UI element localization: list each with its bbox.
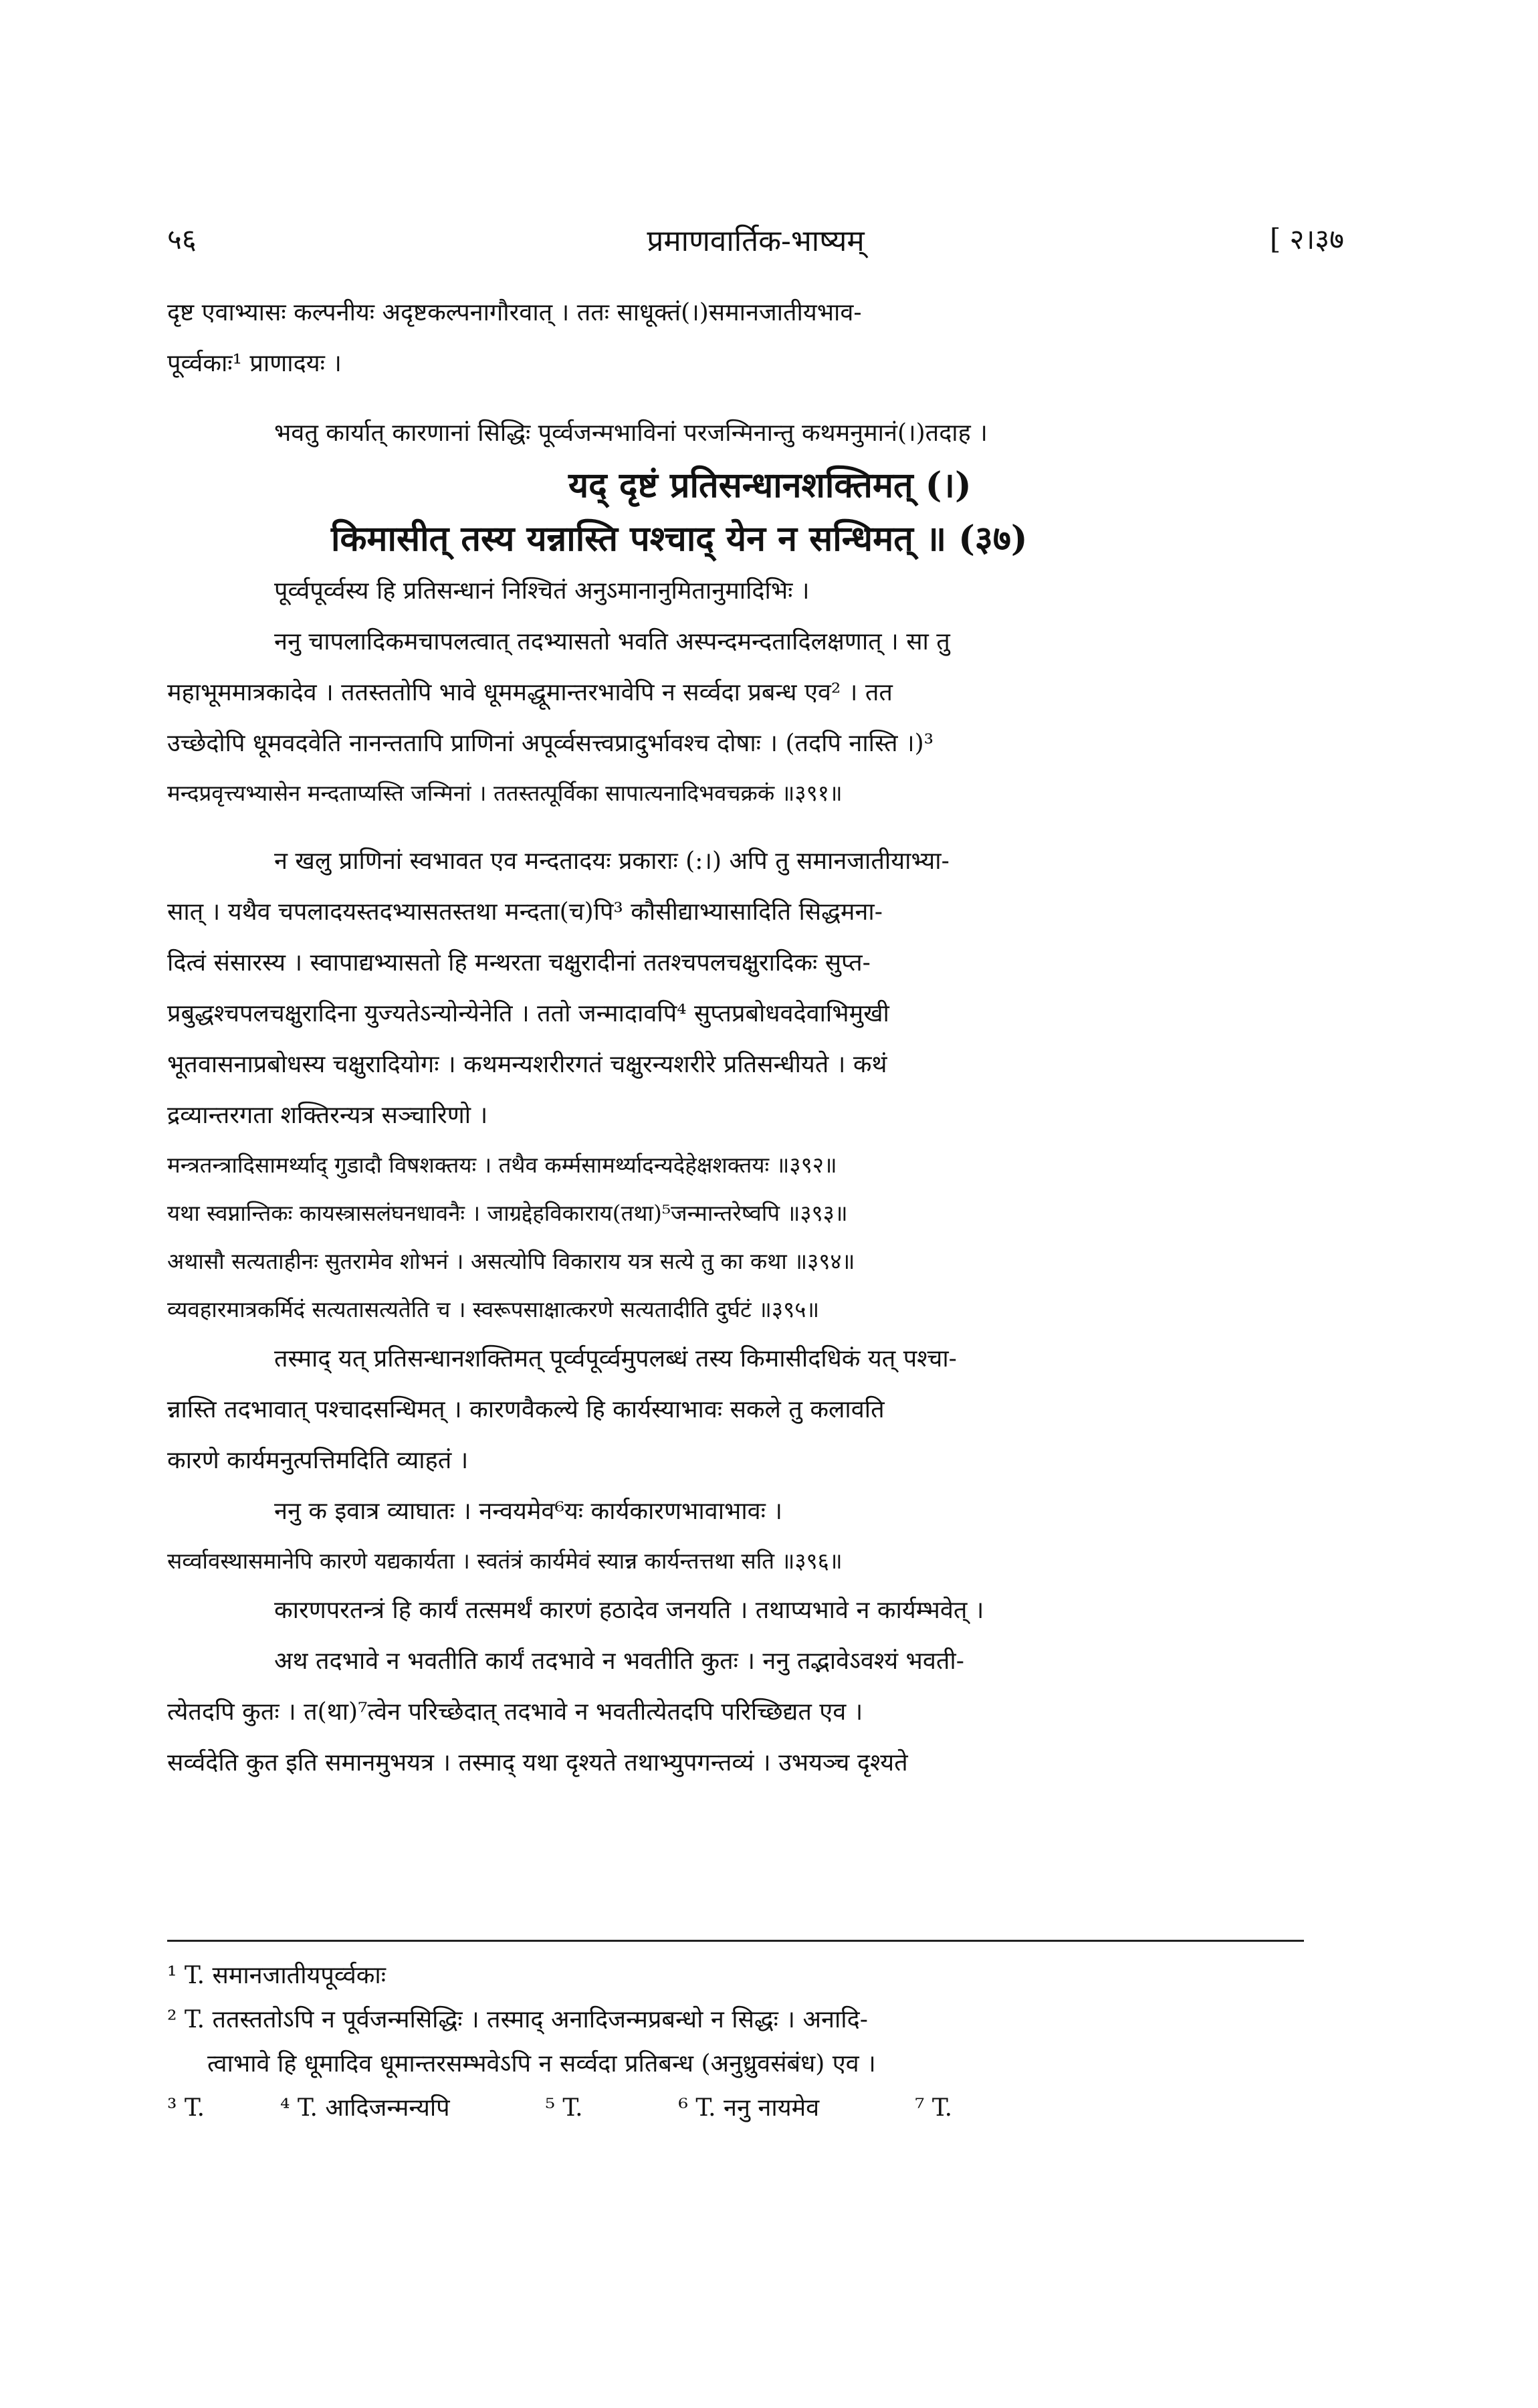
text-line: तस्माद् यत् प्रतिसन्धानशक्तिमत् पूर्व्वपूर्व्वमुपलब्धं तस्य किमासीदधिकं यत् पश्चा- bbox=[274, 1345, 957, 1373]
text-line: भवतु कार्यात् कारणानां सिद्धिः पूर्व्वजन्मभाविनां परजन्मिनान्तु कथमनुमानं(।)तदाह । bbox=[274, 419, 988, 447]
text-line: भूतवासनाप्रबोधस्य चक्षुरादियोगः । कथमन्यशरीरगतं चक्षुरन्यशरीरे प्रतिसन्धीयते । कथं bbox=[167, 1051, 887, 1078]
text-line: ननु चापलादिकमचापलत्वात् तदभ्यासतो भवति अस्पन्दमन्दतादिलक्षणात् । सा तु bbox=[274, 628, 950, 656]
footnotes bbox=[167, 1940, 1344, 2130]
text-line: दित्वं संसारस्य । स्वापाद्यभ्यासतो हि मन्थरता चक्षुरादीनां ततश्चपलचक्षुरादिकः सुप्त- bbox=[167, 949, 871, 977]
verse-line: व्यवहारमात्रकर्मिदं सत्यतासत्यतेति च । स्वरूपसाक्षात्करणे सत्यतादीति दुर्घटं ॥३९५॥ bbox=[167, 1296, 820, 1322]
text-line: उच्छेदोपि धूमवदवेति नानन्ततापि प्राणिनां अपूर्व्वसत्त्वप्रादुर्भावश्च दोषाः । (तदपि नास्ति ।)³ bbox=[167, 730, 934, 757]
text-line: पूर्व्वपूर्व्वस्य हि प्रतिसन्धानं निश्चितं अनुऽमानानुमितानुमादिभिः । bbox=[274, 577, 810, 605]
verse-line: मन्त्रतन्त्रादिसामर्थ्याद् गुडादौ विषशक्तयः । तथैव कर्म्मसामर्थ्यादन्यदेहेक्षशक्तयः ॥३९२॥ bbox=[167, 1152, 837, 1178]
footnote: ⁷ T. bbox=[915, 2094, 953, 2122]
footnote: ⁴ T. आदिजन्मन्यपि bbox=[280, 2094, 450, 2122]
text-line: प्रबुद्धश्चपलचक्षुरादिना युज्यतेऽन्योन्येनेति । ततो जन्मादावपि⁴ सुप्तप्रबोधवदेवाभिमुखी bbox=[167, 1000, 889, 1027]
text-line: द्रव्यान्तरगता शक्तिरन्यत्र सञ्चारिणो । bbox=[167, 1102, 488, 1129]
main-text bbox=[167, 288, 1344, 1789]
text-line: ननु क इवात्र व्याघातः । नन्वयमेव⁶यः कार्यकारणभावाभावः । bbox=[274, 1498, 783, 1525]
text-line: महाभूममात्रकादेव । ततस्ततोपि भावे धूममद्धूमान्तरभावेपि न सर्व्वदा प्रबन्ध एव² । तत bbox=[167, 679, 893, 706]
verse-line: अथासौ सत्यताहीनः सुतरामेव शोभनं । असत्योपि विकाराय यत्र सत्ये तु का कथा ॥३९४॥ bbox=[167, 1248, 855, 1274]
text-line: पूर्व्वकाः¹ प्राणादयः । bbox=[167, 350, 342, 377]
running-title: प्रमाणवार्तिक-भाष्यम् bbox=[647, 224, 865, 258]
text-line: त्येतदपि कुतः । त(था)⁷त्वेन परिच्छेदात् तदभावे न भवतीत्येतदपि परिच्छिद्यत एव । bbox=[167, 1698, 863, 1726]
footnote: ² T. ततस्ततोऽपि न पूर्वजन्मसिद्धिः । तस्माद् अनादिजन्मप्रबन्धो न सिद्धः । अनादि- bbox=[167, 2006, 868, 2033]
text-line: न खलु प्राणिनां स्वभावत एव मन्दतादयः प्रकाराः (:।) अपि तु समानजातीयाभ्या- bbox=[274, 847, 950, 875]
karika-verse-line: यद् दृष्टं प्रतिसन्धानशक्तिमत् (।) bbox=[568, 465, 972, 506]
text-line: अथ तदभावे न भवतीति कार्यं तदभावे न भवतीति कुतः । ननु तद्भावेऽवश्यं भवती- bbox=[274, 1647, 964, 1675]
section-reference: [ २।३७ bbox=[1269, 223, 1344, 256]
verse-line: मन्दप्रवृत्त्यभ्यासेन मन्दताप्यस्ति जन्मिनां । ततस्तत्पूर्विका सापात्यनादिभवचक्रकं ॥३९१॥ bbox=[167, 780, 843, 806]
footnote: त्वाभावे हि धूमादिव धूमान्तरसम्भवेऽपि न सर्व्वदा प्रतिबन्ध (अनुध्रुवसंबंध) एव । bbox=[207, 2050, 876, 2078]
footnote-divider bbox=[167, 1940, 1304, 1942]
verse-line: यथा स्वप्नान्तिकः कायस्त्रासलंघनधावनैः । जाग्रद्देहविकाराय(तथा)⁵जन्मान्तरेष्वपि ॥३९३॥ bbox=[167, 1200, 848, 1226]
footnote: ³ T. bbox=[167, 2094, 205, 2122]
page-number: ५६ bbox=[167, 223, 197, 256]
footnote: ¹ T. समानजातीयपूर्व्वकाः bbox=[167, 1962, 386, 1989]
karika-verse-line: किमासीत् तस्य यन्नास्ति पश्चाद् येन न सन्धिमत् ॥ (३७) bbox=[331, 518, 1028, 559]
footnote: ⁵ T. bbox=[545, 2094, 583, 2122]
footnote-row bbox=[167, 2086, 1344, 2130]
text-line: न्नास्ति तदभावात् पश्चादसन्धिमत् । कारणवैकल्ये हि कार्यस्याभावः सकले तु कलावति bbox=[167, 1396, 885, 1423]
footnote: ⁶ T. ननु नायमेव bbox=[678, 2094, 820, 2122]
text-line: सर्व्वदेति कुत इति समानमुभयत्र । तस्माद् यथा दृश्यते तथाभ्युपगन्तव्यं । उभयञ्च दृश्यते bbox=[167, 1749, 908, 1777]
text-line: कारणपरतन्त्रं हि कार्यं तत्समर्थं कारणं हठादेव जनयति । तथाप्यभावे न कार्यम्भवेत् । bbox=[274, 1597, 984, 1624]
page-header bbox=[167, 219, 1344, 266]
text-line: दृष्ट एवाभ्यासः कल्पनीयः अदृष्टकल्पनागौरवात् । ततः साधूक्तं(।)समानजातीयभाव- bbox=[167, 299, 862, 326]
text-line: सात् । यथैव चपलादयस्तदभ्यासतस्तथा मन्दता(च)पि³ कौसीद्याभ्यासादिति सिद्धमना- bbox=[167, 898, 883, 926]
text-line: कारणे कार्यमनुत्पत्तिमदिति व्याहतं । bbox=[167, 1447, 469, 1474]
verse-line: सर्व्वावस्थासमानेपि कारणे यद्यकार्यता । स्वतंत्रं कार्यमेवं स्यान्न कार्यन्तत्तथा सति ॥३९६॥ bbox=[167, 1548, 843, 1574]
